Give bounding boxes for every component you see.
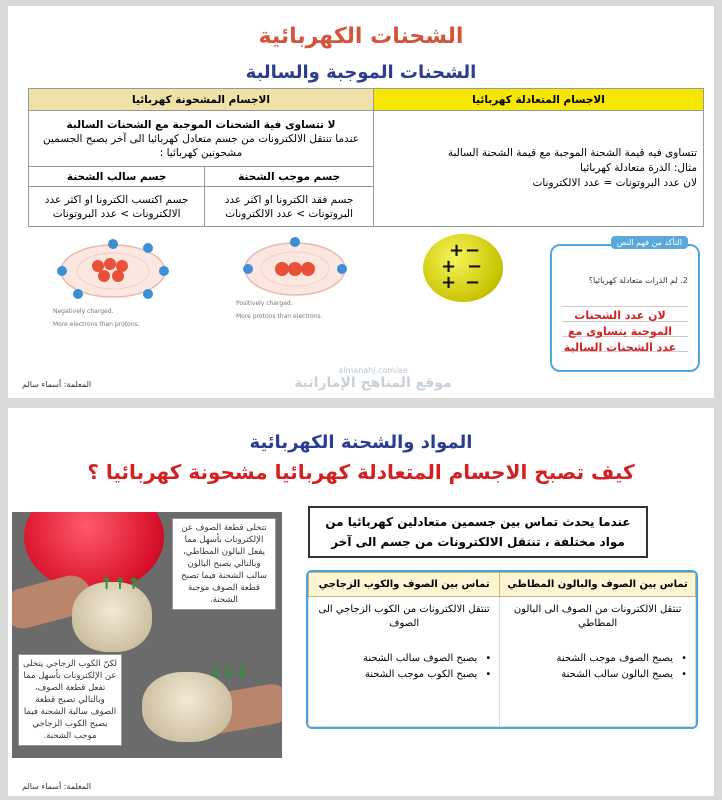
neutral-line-3: لان عدد البروتونات = عدد الالكترونات — [532, 177, 697, 189]
neutral-ball-image: + − + − + − — [423, 234, 503, 302]
slide-subtitle: الشحنات الموجبة والسالبة — [245, 62, 477, 83]
negative-atom-diagram — [48, 238, 178, 304]
arrow-down-icon: ↓↓↓ — [208, 662, 249, 681]
watermark-url: almanahj.com/ae — [338, 366, 408, 375]
legend-negative-2: More electrons than protons. — [53, 321, 140, 328]
wool-balloon-transfer: تنتقل الالكترونات من الصوف الى البالون المطاطي — [513, 604, 682, 629]
header-charged: الاجسام المشحونة كهربائيا — [29, 89, 374, 111]
cell-wool-glass — [309, 597, 500, 727]
positive-atom-diagram — [230, 236, 360, 302]
legend-positive-1: Positively charged. — [236, 300, 293, 307]
header-wool-balloon: تماس بين الصوف والبالون المطاطي — [500, 573, 696, 597]
slide-electric-charges — [8, 6, 714, 398]
quiz-tab: التأكد من فهم النص — [611, 236, 688, 249]
wool-glass-results — [317, 651, 491, 683]
note-wool-balloon: تتخلى قطعة الصوف عن الإلكترونات بأسهل مما يفعل البالون المطاطي، وبالتالي يصبح البالون سالب الشحنة فيما تصبح قطعة الصوف موجبة الشحنة. — [172, 518, 276, 610]
wool-sheep-bottom-image — [142, 672, 232, 742]
charged-description — [29, 111, 374, 167]
charged-line-1: لا تتساوى فية الشحنات الموجبة مع الشحنات السالبة — [66, 118, 336, 131]
balloon-image — [24, 512, 164, 592]
teacher-name: المعلمة: أسماء سالم — [22, 380, 92, 389]
note-wool-glass: لكنّ الكوب الزجاجي يتخلى عن الإلكترونات بأسهل مما تفعل قطعة الصوف، وبالتالي تصبح قطعة الصوف سالبة الشحنة فيما يصبح الكوب الزجاجي موجب الشحنة. — [18, 654, 122, 746]
header-neutral: الاجسام المتعادلة كهربائيا — [374, 89, 704, 111]
charges-table — [28, 88, 704, 227]
teacher-name: المعلمة: أسماء سالم — [22, 782, 92, 791]
cell-wool-balloon — [500, 597, 696, 727]
slide-materials-charge — [8, 408, 714, 796]
explanation-box: عندما يحدث تماس بين جسمين متعادلين كهربائيا من مواد مختلفة ، تنتقل الالكترونات من جسم الى آخر — [308, 506, 648, 558]
contact-comparison-table — [306, 570, 698, 729]
arrow-up-icon: ↑↑↑ — [100, 574, 141, 593]
slide-title: المواد والشحنة الكهربائية — [249, 432, 473, 453]
watermark-name: موقع المناهج الإماراتية — [294, 375, 452, 391]
wool-glass-transfer: تنتقل الالكترونات من الكوب الزجاجي الى الصوف — [318, 604, 490, 629]
positive-description: جسم فقد الكترونا او اكثر عدد البروتونات > عدد الالكترونات — [205, 187, 374, 227]
wool-balloon-glass-photo — [12, 512, 282, 758]
legend-positive — [236, 300, 323, 320]
neutral-description — [374, 111, 704, 227]
watermark — [293, 366, 453, 391]
quiz-answer: لان عدد الشحنات الموجبة يتساوى مع عدد الشحنات السالبة — [563, 309, 677, 354]
list-item: • يصبح الكوب موجب الشحنة — [317, 667, 491, 683]
neutral-line-2: مثال: الذرة متعادلة كهربائيا — [580, 162, 697, 174]
header-wool-glass: تماس بين الصوف والكوب الزجاجي — [309, 573, 500, 597]
charged-line-2: عندما تنتقل الالكترونات من جسم متعادل كهربائيا الى آخر يصبح الجسمين مشحونين كهربائيا : — [42, 132, 359, 159]
slide-title: الشحنات الكهربائية — [258, 24, 464, 49]
main-question: كيف تصبح الاجسام المتعادلة كهربائيا مشحونة كهربائيا ؟ — [87, 460, 635, 484]
comprehension-check-card — [550, 238, 700, 372]
neutral-line-1: تتساوى فيه قيمة الشحنة الموجبة مع قيمة الشحنة السالبة — [447, 147, 697, 159]
legend-positive-2: More protons than electrons. — [236, 313, 323, 320]
legend-negative — [53, 308, 140, 328]
legend-negative-1: Negatively charged. — [53, 308, 114, 315]
list-item: • يصبح البالون سالب الشحنة — [508, 667, 687, 683]
positive-header: جسم موجب الشحنة — [205, 167, 374, 187]
negative-description: جسم اكتسب الكترونا او اكثر عدد الالكترونات > عدد البروتونات — [29, 187, 205, 227]
list-item: • يصبح الصوف سالب الشحنة — [317, 651, 491, 667]
negative-header: جسم سالب الشحنة — [29, 167, 205, 187]
wool-balloon-results — [508, 651, 687, 683]
quiz-question: 2. لم الذرات متعادلة كهربائيا؟ — [588, 276, 688, 285]
list-item: • يصبح الصوف موجب الشحنة — [508, 651, 687, 667]
